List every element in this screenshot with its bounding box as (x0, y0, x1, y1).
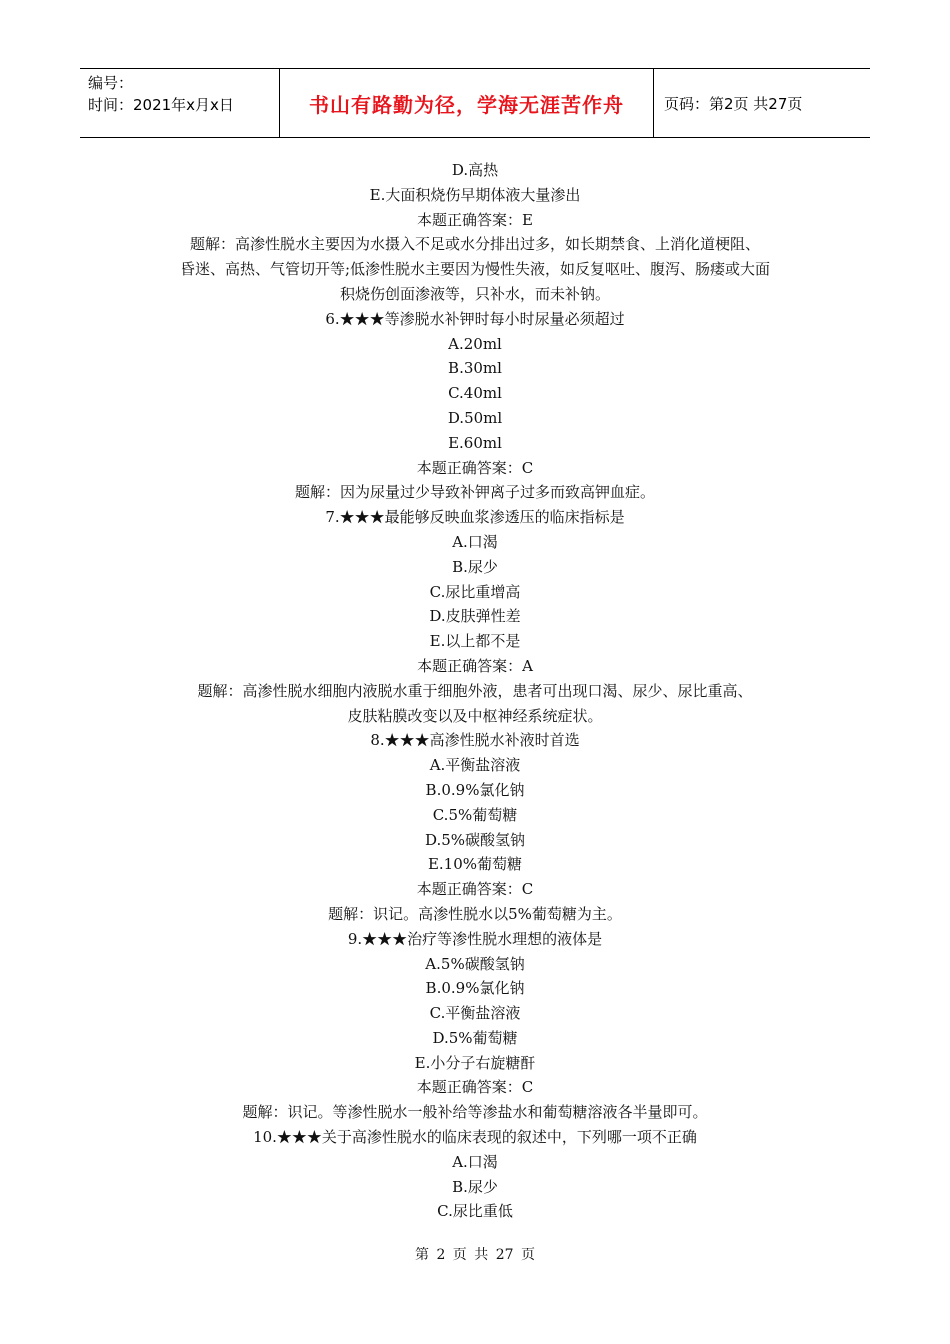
text-line: B.0.9%氯化钠 (425, 979, 525, 998)
text-line: 题解：高渗性脱水细胞内液脱水重于细胞外液，患者可出现口渴、尿少、尿比重高、 (197, 681, 753, 700)
text-line: B.尿少 (452, 557, 498, 576)
text-line: E.小分子右旋糖酐 (414, 1053, 536, 1072)
document-number-label: 编号： (88, 74, 134, 92)
text-line: 10.★★★关于高渗性脱水的临床表现的叙述中，下列哪一项不正确 (253, 1128, 697, 1147)
text-line: B.0.9%氯化钠 (425, 780, 525, 799)
header-page-info: 页码：第2页 共27页 (664, 94, 803, 113)
header-motto-cell (280, 69, 654, 137)
text-line: B.30ml (448, 359, 502, 378)
text-line: 9.★★★治疗等渗性脱水理想的液体是 (347, 929, 603, 948)
text-line: 题解：识记。等渗性脱水一般补给等渗盐水和葡萄糖溶液各半量即可。 (242, 1103, 708, 1122)
text-line: E.大面积烧伤早期体液大量渗出 (369, 185, 581, 204)
text-line: 本题正确答案：A (417, 656, 533, 675)
text-line: E.以上都不是 (429, 632, 521, 651)
text-line: 本题正确答案：C (416, 458, 534, 477)
text-line: 6.★★★等渗脱水补钾时每小时尿量必须超过 (325, 309, 625, 328)
text-line: 题解：高渗性脱水主要因为水摄入不足或水分排出过多，如长期禁食、上消化道梗阻、 (189, 235, 760, 254)
text-line: B.尿少 (452, 1177, 498, 1196)
page-footer: 第 2 页 共 27 页 (415, 1247, 535, 1263)
text-line: E.10%葡萄糖 (427, 855, 523, 874)
text-line: 皮肤粘膜改变以及中枢神经系统症状。 (347, 706, 603, 725)
text-line: E.60ml (448, 433, 502, 452)
text-line: 题解：因为尿量过少导致补钾离子过多而致高钾血症。 (294, 483, 655, 502)
text-line: C.平衡盐溶液 (429, 1004, 521, 1023)
text-line: C.40ml (448, 384, 502, 403)
page-header (80, 68, 870, 138)
text-line: D.高热 (451, 161, 499, 179)
document-time: 时间：2021年x月x日 (88, 96, 234, 114)
text-line: D.5%葡萄糖 (432, 1028, 518, 1047)
text-line: C.5%葡萄糖 (432, 805, 518, 824)
document-body (100, 158, 850, 1224)
text-line: A.20ml (448, 334, 502, 353)
text-line: 本题正确答案：C (416, 1078, 534, 1097)
text-line: 8.★★★高渗性脱水补液时首选 (370, 731, 580, 750)
text-line: A.口渴 (452, 1152, 498, 1171)
header-motto: 书山有路勤为径，学海无涯苦作舟 (309, 92, 624, 117)
text-line: D.皮肤弹性差 (429, 607, 521, 626)
header-meta (80, 69, 280, 137)
text-line: 题解：识记。高渗性脱水以5%葡萄糖为主。 (328, 904, 622, 923)
text-line: 积烧伤创面渗液等，只补水，而未补钠。 (339, 284, 610, 303)
text-line: D.5%碳酸氢钠 (424, 830, 526, 849)
text-line: 本题正确答案：E (417, 210, 533, 229)
text-line: A.平衡盐溶液 (429, 756, 521, 775)
text-line: C.尿比重增高 (429, 582, 521, 601)
text-line: 7.★★★最能够反映血浆渗透压的临床指标是 (325, 508, 625, 527)
text-line: A.5%碳酸氢钠 (425, 954, 525, 973)
text-line: 昏迷、高热、气管切开等;低渗性脱水主要因为慢性失液，如反复呕吐、腹泻、肠瘘或大面 (179, 260, 771, 279)
text-line: A.口渴 (452, 532, 498, 551)
text-line: C.尿比重低 (437, 1202, 513, 1221)
text-line: 本题正确答案：C (416, 880, 534, 899)
text-line: D.50ml (447, 408, 503, 427)
